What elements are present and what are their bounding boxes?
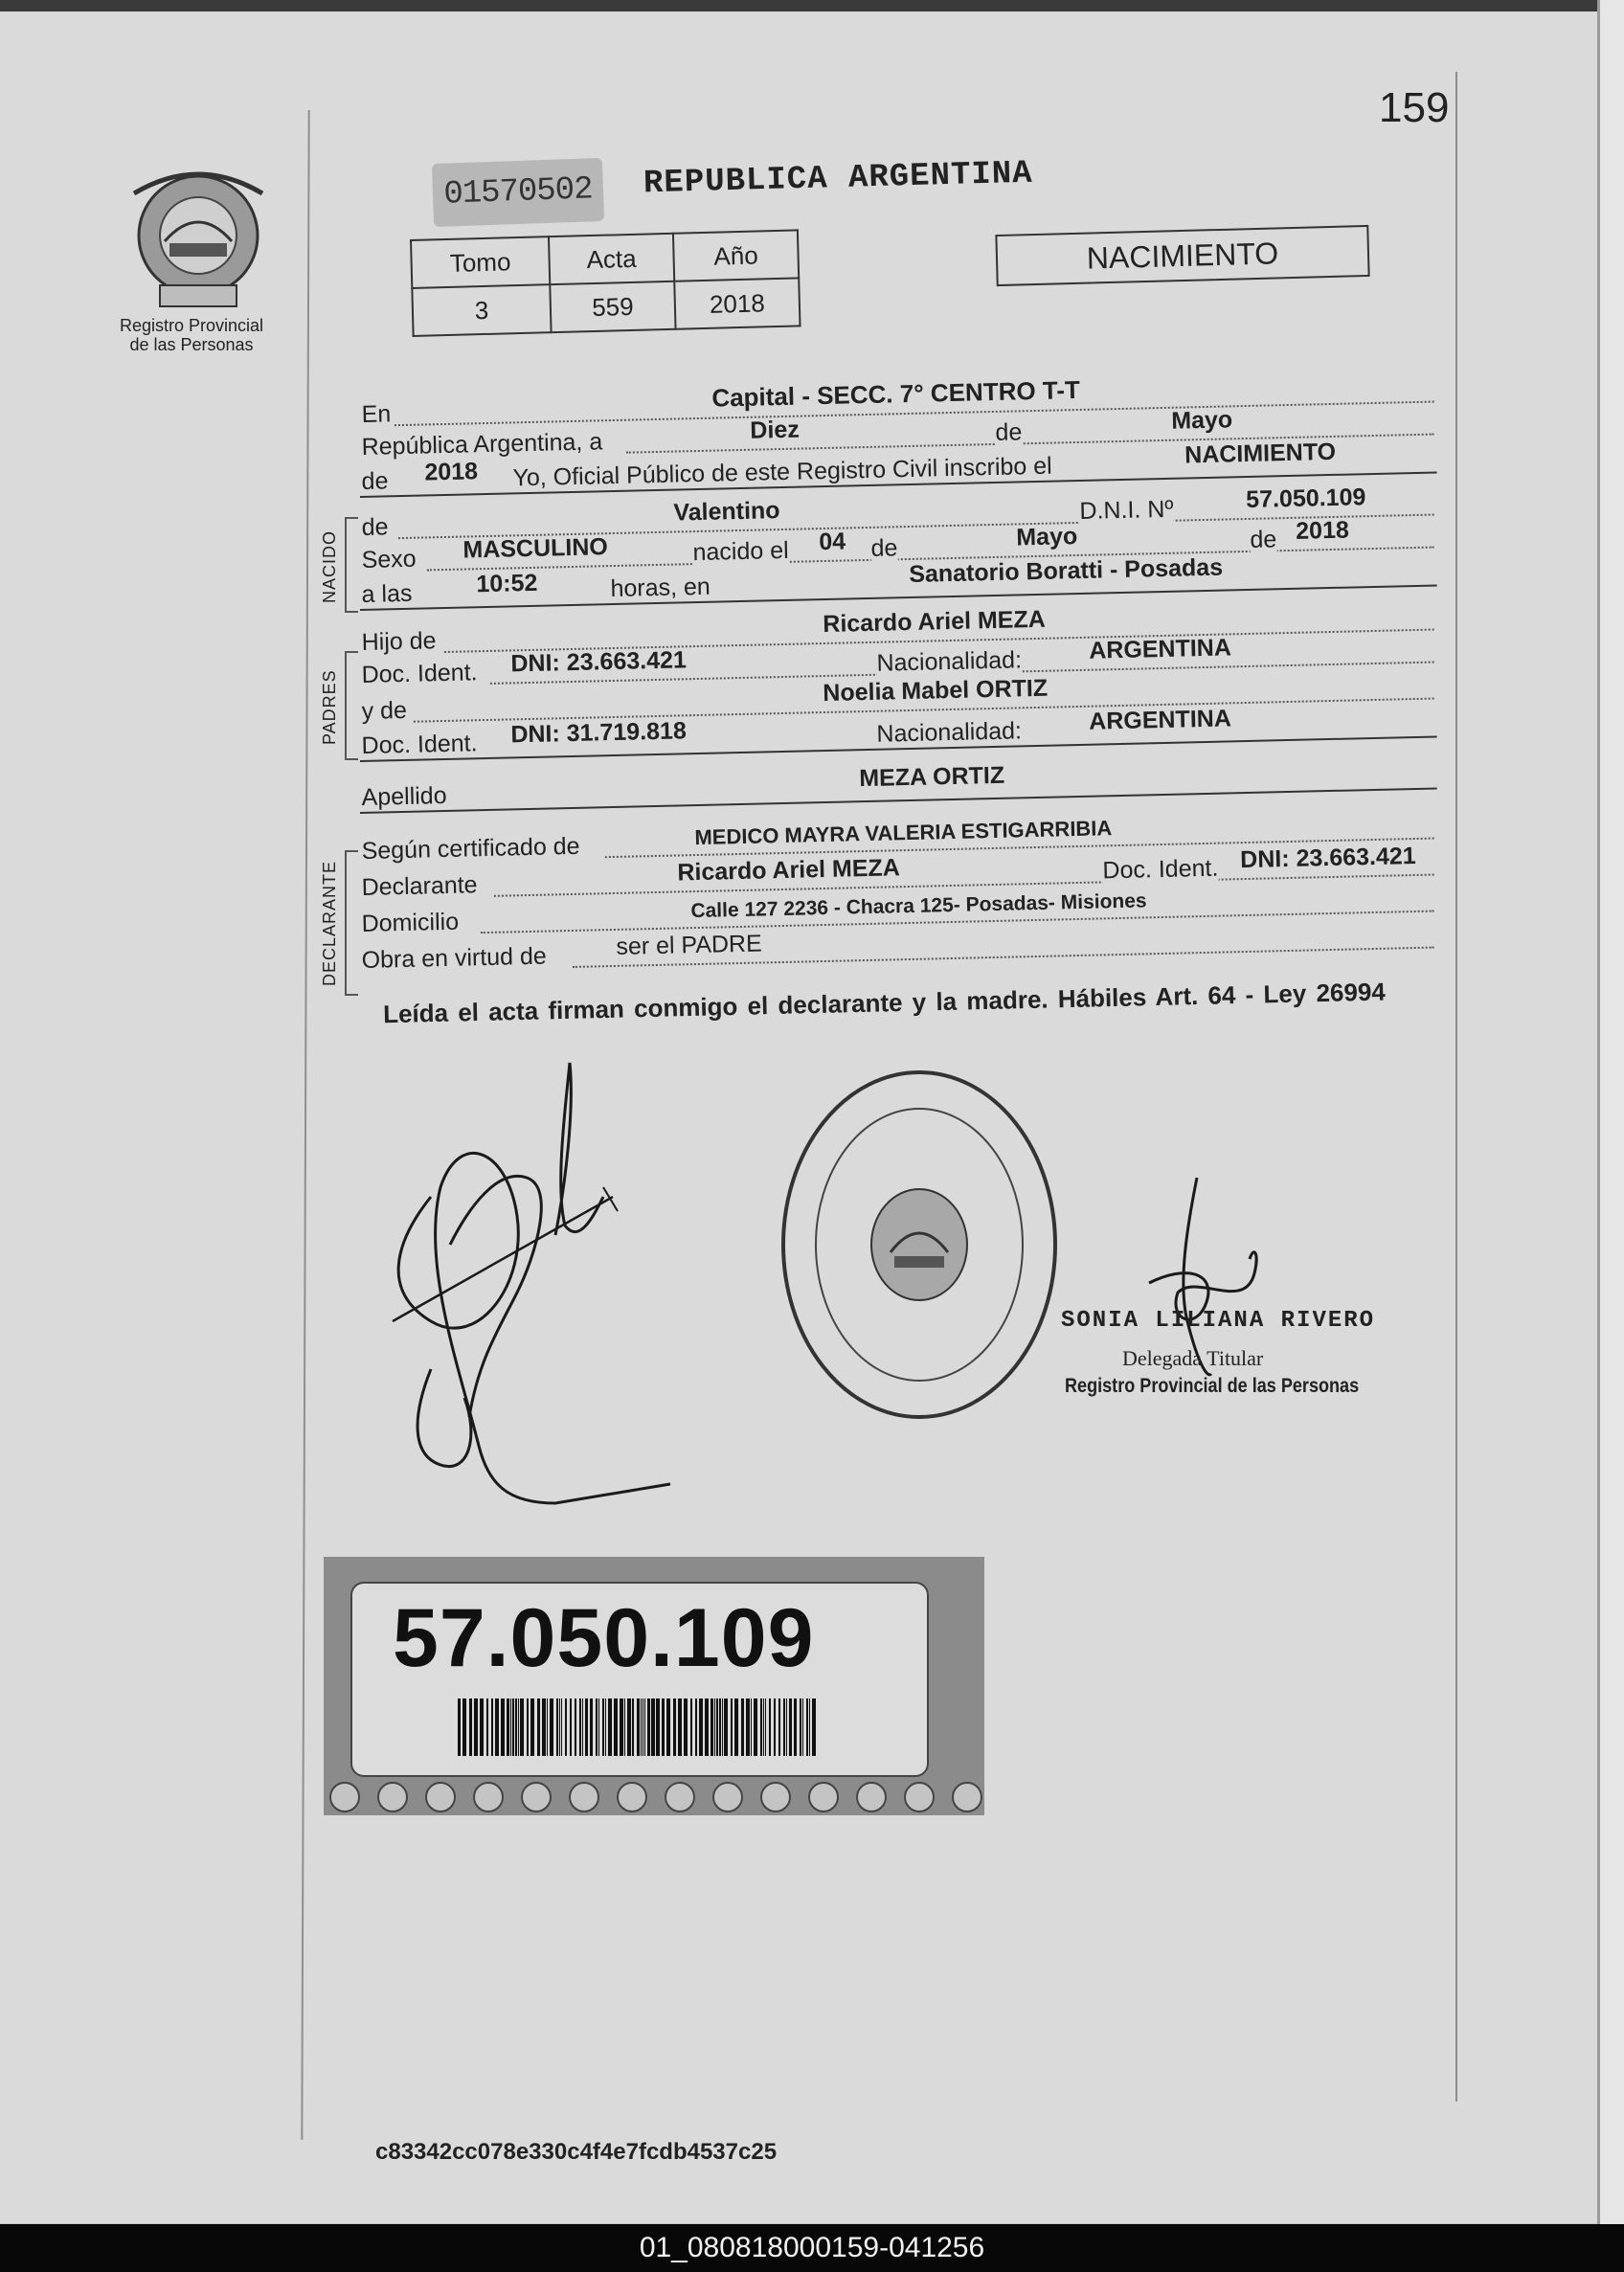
security-pattern	[324, 1779, 984, 1815]
table-header-tomo: Tomo	[411, 236, 550, 288]
value-nacionalidad-2: ARGENTINA	[1088, 705, 1232, 735]
value-nacionalidad-1: ARGENTINA	[1088, 634, 1232, 664]
page-number: 159	[1379, 84, 1450, 131]
value-doc-2: DNI: 31.719.818	[510, 717, 688, 749]
value-anio: 2018	[424, 458, 479, 486]
label-decl-doc: Doc. Ident.	[1102, 854, 1219, 885]
label-obra: Obra en virtud de	[361, 942, 548, 974]
misiones-seal-logo	[126, 165, 270, 314]
document-hash: c83342cc078e330c4f4e7fcdb4537c25	[375, 2139, 778, 2165]
right-margin-line	[1455, 72, 1457, 2102]
official-role: Delegada Titular	[1122, 1346, 1264, 1370]
footer-code: 01_080818000159-041256	[0, 2224, 1624, 2272]
value-dia: Diez	[750, 416, 801, 444]
label-nombre-de: de	[361, 513, 389, 541]
label-dni: D.N.I. Nº	[1079, 495, 1174, 525]
table-value-anio: 2018	[674, 278, 800, 328]
label-apellido: Apellido	[361, 781, 447, 811]
value-sexo: MASCULINO	[462, 533, 609, 564]
dni-sticker-panel	[350, 1582, 929, 1777]
value-nacido-dia: 04	[819, 528, 846, 556]
label-nacionalidad-2: Nacionalidad:	[876, 717, 1023, 748]
label-declarante: Declarante	[361, 871, 478, 901]
value-decl-doc: DNI: 23.663.421	[1239, 842, 1416, 874]
label-nacido-de1: de	[870, 534, 898, 562]
section-label-nacido: NACIDO	[320, 529, 339, 603]
official-office: Registro Provincial de las Personas	[1065, 1375, 1360, 1397]
label-de: de	[995, 418, 1023, 446]
value-apellido: MEZA ORTIZ	[858, 761, 1005, 793]
value-inscribo: NACIMIENTO	[1184, 438, 1337, 469]
value-domicilio: Calle 127 2236 - Chacra 125- Posadas- Misiones	[690, 889, 1147, 923]
label-nacionalidad-1: Nacionalidad:	[876, 646, 1023, 677]
serial-number-stamp: 01570502	[432, 158, 604, 227]
official-stamp	[776, 1061, 1063, 1425]
logo-caption	[107, 316, 276, 354]
label-nacido-de2: de	[1250, 526, 1277, 553]
label-a-las: a las	[361, 579, 413, 608]
value-nombre: Valentino	[673, 497, 780, 527]
closing-statement: Leída el acta firman conmigo el declarante y la madre. Hábiles Art. 64 - Ley 26994	[382, 977, 1387, 1029]
tomo-acta-anio-table	[410, 229, 801, 337]
label-nacido-el: nacido el	[692, 536, 789, 567]
bracket-nacido	[345, 517, 358, 613]
label-horas-en: horas, en	[610, 573, 711, 603]
value-nacido-mes: Mayo	[1015, 522, 1078, 551]
value-hora: 10:52	[476, 569, 538, 598]
label-doc-ident-2: Doc. Ident.	[361, 730, 478, 759]
logo-caption-line2: de las Personas	[129, 335, 254, 354]
label-en: En	[361, 400, 392, 428]
logo-caption-line1: Registro Provincial	[119, 316, 264, 335]
value-en: Capital - SECC. 7° CENTRO T-T	[711, 374, 1081, 413]
value-dni: 57.050.109	[1245, 484, 1366, 513]
table-header-anio: Año	[673, 230, 799, 281]
dni-sticker	[324, 1557, 984, 1815]
section-label-declarante: DECLARANTE	[320, 860, 339, 986]
value-certificado: MEDICO MAYRA VALERIA ESTIGARRIBIA	[694, 816, 1113, 850]
label-hijo-de: Hijo de	[361, 627, 437, 656]
value-declarante: Ricardo Ariel MEZA	[677, 854, 901, 887]
value-lugar: Sanatorio Boratti - Posadas	[908, 553, 1224, 588]
label-republica: República Argentina, a	[361, 428, 603, 461]
label-certificado: Según certificado de	[361, 832, 580, 865]
official-name: SONIA LILIANA RIVERO	[1061, 1308, 1376, 1334]
value-nacido-anio: 2018	[1295, 516, 1350, 545]
section-label-padres: PADRES	[320, 669, 339, 745]
value-mes: Mayo	[1170, 406, 1233, 435]
barcode	[458, 1698, 822, 1756]
act-type-box: NACIMIENTO	[995, 225, 1369, 286]
label-domicilio: Domicilio	[361, 908, 460, 937]
value-madre: Noelia Mabel ORTIZ	[823, 674, 1049, 708]
label-sexo: Sexo	[361, 545, 417, 574]
label-oficial: Yo, Oficial Público de este Registro Civil inscribo el	[512, 452, 1052, 492]
value-padre: Ricardo Ariel MEZA	[823, 605, 1047, 639]
value-obra: ser el PADRE	[616, 930, 763, 960]
table-header-acta: Acta	[549, 234, 674, 284]
bracket-declarante	[345, 850, 358, 996]
dni-sticker-number: 57.050.109	[393, 1592, 815, 1684]
table-value-acta: 559	[550, 281, 675, 332]
declarant-signature	[373, 1053, 680, 1513]
label-doc-ident-1: Doc. Ident.	[361, 659, 478, 688]
page-right-edge	[1597, 0, 1624, 2231]
label-y-de: y de	[361, 696, 408, 725]
label-anio-de: de	[361, 467, 389, 495]
value-doc-1: DNI: 23.663.421	[510, 646, 688, 678]
bracket-padres	[345, 651, 358, 760]
country-title: REPUBLICA ARGENTINA	[643, 155, 1034, 203]
table-value-tomo: 3	[412, 284, 551, 336]
